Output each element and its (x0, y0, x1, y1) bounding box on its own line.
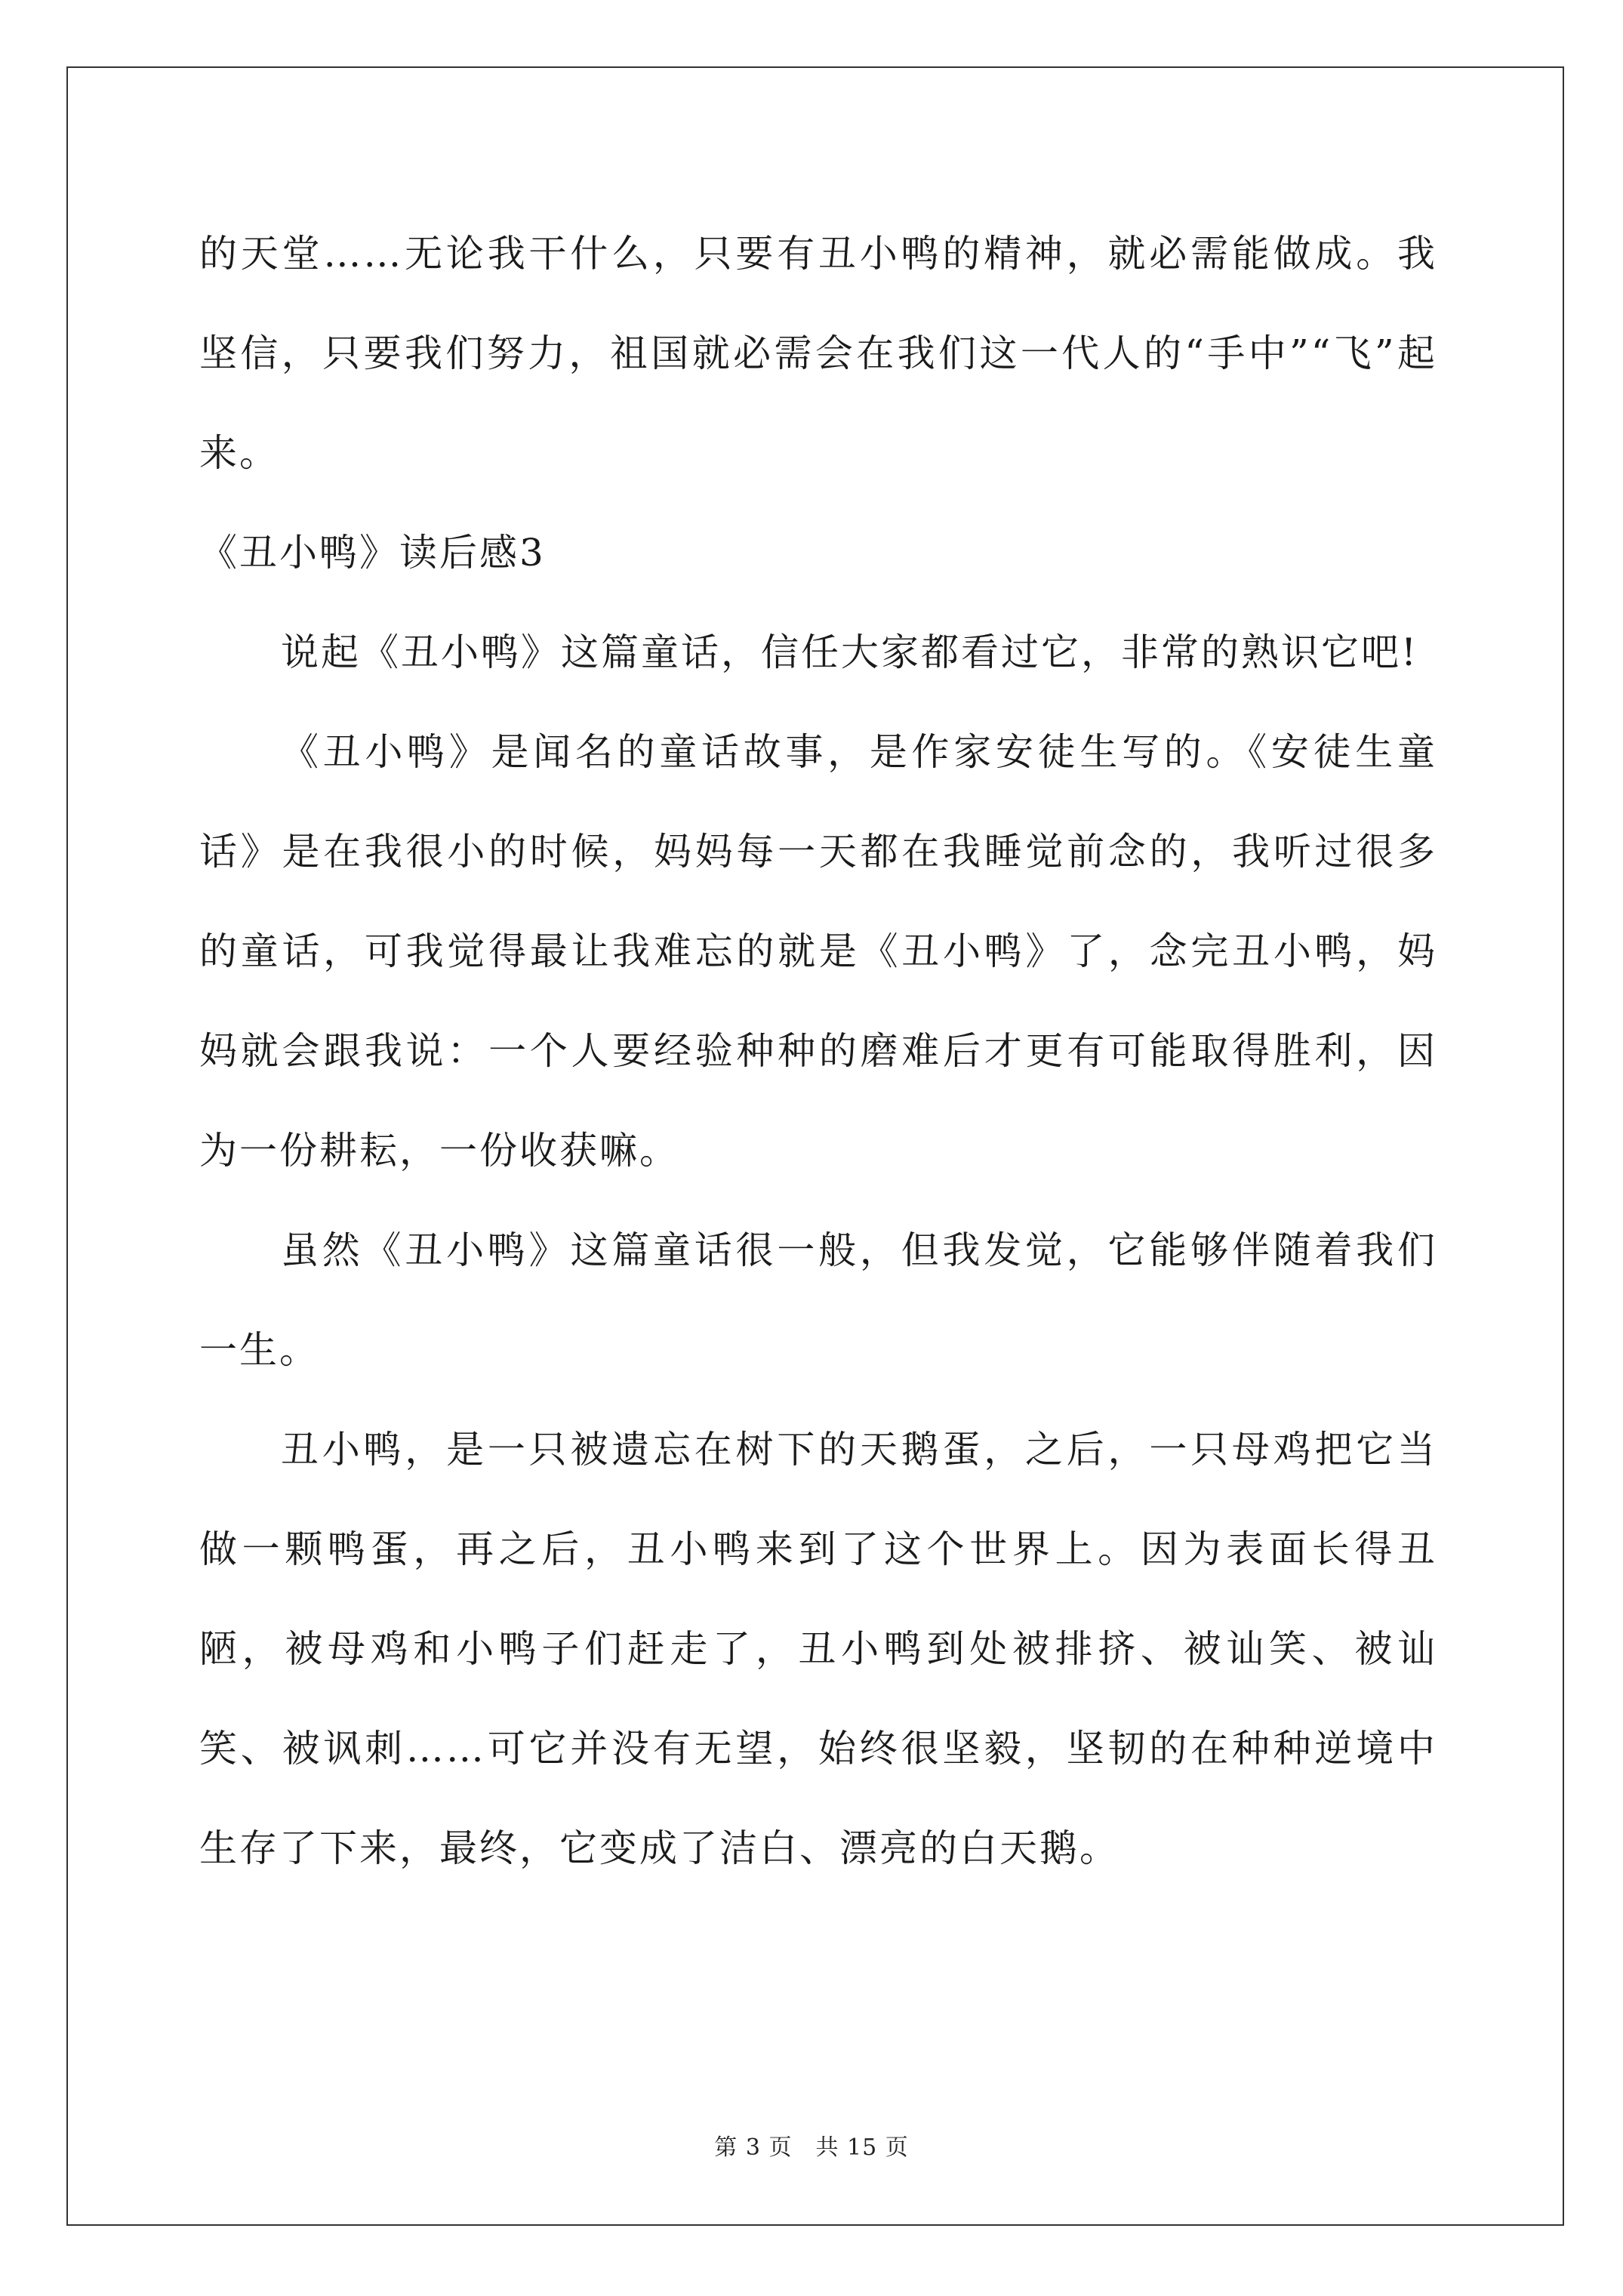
paragraph: 丑小鸭，是一只被遗忘在树下的天鹅蛋，之后，一只母鸡把它当做一颗鸭蛋，再之后，丑小鸭来到了这个世界上。因为表面长得丑陋，被母鸡和小鸭子们赶走了，丑小鸭到处被排挤、被讪笑、被讪笑、被讽刺……可它并没有无望，始终很坚毅，坚韧的在种种逆境中生存了下来，最终，它变成了洁白、漂亮的白天鹅。 (199, 1428, 1437, 1870)
paragraph: 虽然《丑小鸭》这篇童话很一般，但我发觉，它能够伴随着我们一生。 (199, 1228, 1437, 1372)
paragraph: 说起《丑小鸭》这篇童话，信任大家都看过它，非常的熟识它吧! (281, 630, 1419, 674)
paragraph-continuation: 的天堂……无论我干什么，只要有丑小鸭的精神，就必需能做成。我坚信，只要我们努力，祖国就必需会在我们这一代人的“手中”“飞”起来。 (199, 232, 1437, 475)
section-heading: 《丑小鸭》读后感3 (199, 531, 546, 575)
page-number-footer: 第 3 页 共 15 页 (714, 2134, 909, 2161)
document-body (199, 204, 1437, 1898)
paragraph: 《丑小鸭》是闻名的童话故事，是作家安徒生写的。《安徒生童话》是在我很小的时候，妈妈每一天都在我睡觉前念的，我听过很多的童话，可我觉得最让我难忘的就是《丑小鸭》了，念完丑小鸭，妈妈就会跟我说：一个人要经验种种的磨难后才更有可能取得胜利，因为一份耕耘，一份收获嘛。 (199, 730, 1437, 1173)
